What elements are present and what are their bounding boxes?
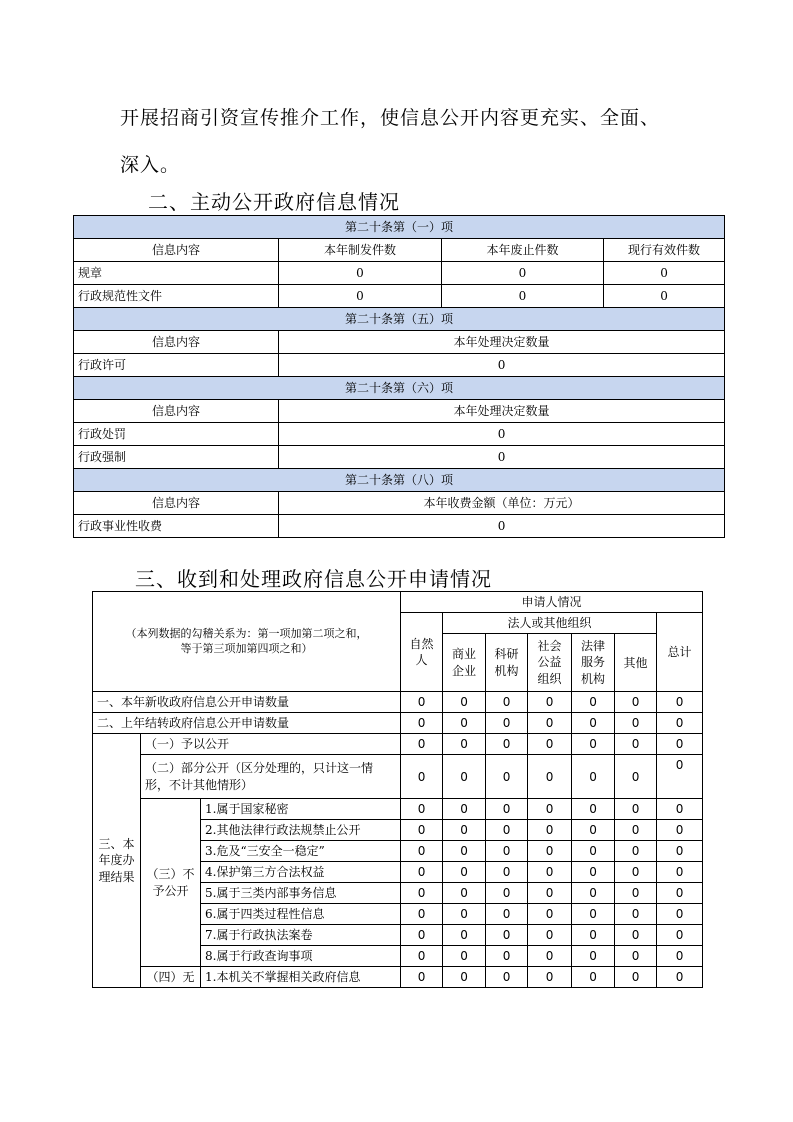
value-cell: 0: [657, 967, 703, 988]
row-label: 规章: [74, 262, 279, 285]
header-cell: 信息内容: [74, 239, 279, 262]
value-cell: 0: [572, 904, 615, 925]
public-welfare-header: 社会 公益 组织: [528, 634, 572, 692]
row-label: 行政强制: [74, 446, 279, 469]
research-header: 科研 机构: [486, 634, 528, 692]
row-label: 行政许可: [74, 354, 279, 377]
value-cell: 0: [401, 692, 443, 713]
row-label: （一）予以公开: [141, 734, 401, 755]
group-title: 第二十条第（一）项: [74, 216, 725, 239]
table-row: [93, 799, 703, 820]
group-title: 第二十条第（八）项: [74, 469, 725, 492]
value-cell: 0: [401, 841, 443, 862]
value-cell: 0: [486, 862, 528, 883]
row-label: 1.本机关不掌握相关政府信息: [201, 967, 401, 988]
value-cell: 0: [572, 946, 615, 967]
value-cell: 0: [443, 904, 486, 925]
application-handling-table: [92, 591, 703, 988]
value-cell: 0: [279, 423, 725, 446]
row-label: 6.属于四类过程性信息: [201, 904, 401, 925]
value-cell: 0: [401, 967, 443, 988]
header-cell: 现行有效件数: [604, 239, 725, 262]
value-cell: 0: [528, 904, 572, 925]
value-cell: 0: [572, 967, 615, 988]
value-cell: 0: [528, 713, 572, 734]
table-row: [74, 446, 725, 469]
relationship-note: （本列数据的勾稽关系为：第一项加第二项之和， 等于第三项加第四项之和）: [93, 592, 401, 692]
value-cell: 0: [572, 713, 615, 734]
value-cell: 0: [572, 862, 615, 883]
value-cell: 0: [615, 883, 657, 904]
deny-group-label: （三）不 予公开: [141, 799, 201, 967]
row-label: 7.属于行政执法案卷: [201, 925, 401, 946]
value-cell: 0: [528, 883, 572, 904]
legal-service-header: 法律 服务 机构: [572, 634, 615, 692]
table-row: [93, 755, 703, 799]
value-cell: 0: [401, 862, 443, 883]
value-cell: 0: [604, 262, 725, 285]
value-cell: 0: [486, 799, 528, 820]
value-cell: 0: [279, 515, 725, 538]
value-cell: 0: [486, 820, 528, 841]
value-cell: 0: [615, 841, 657, 862]
value-cell: 0: [486, 692, 528, 713]
table-row: [93, 734, 703, 755]
row-label: 3.危及“三安全一稳定”: [201, 841, 401, 862]
value-cell: 0: [528, 946, 572, 967]
value-cell: 0: [615, 967, 657, 988]
value-cell: 0: [572, 692, 615, 713]
table-row: [74, 285, 725, 308]
value-cell: 0: [572, 820, 615, 841]
value-cell: 0: [528, 925, 572, 946]
value-cell: 0: [572, 755, 615, 799]
value-cell: 0: [604, 285, 725, 308]
natural-person-header: 自然 人: [401, 613, 443, 692]
table-row: [93, 967, 703, 988]
value-cell: 0: [401, 925, 443, 946]
value-cell: 0: [401, 734, 443, 755]
value-cell: 0: [279, 446, 725, 469]
row-label: （二）部分公开（区分处理的，只计这一情 形，不计其他情形）: [141, 755, 401, 799]
value-cell: 0: [279, 354, 725, 377]
header-cell: 本年废止件数: [442, 239, 604, 262]
value-cell: 0: [615, 904, 657, 925]
value-cell: 0: [615, 713, 657, 734]
row-label: 8.属于行政查询事项: [201, 946, 401, 967]
value-cell: 0: [657, 692, 703, 713]
active-disclosure-table: [73, 215, 725, 538]
row-label: 2.其他法律行政法规禁止公开: [201, 820, 401, 841]
value-cell: 0: [443, 883, 486, 904]
value-cell: 0: [572, 841, 615, 862]
value-cell: 0: [486, 734, 528, 755]
table-row: [74, 262, 725, 285]
row-label: 行政规范性文件: [74, 285, 279, 308]
value-cell: 0: [401, 946, 443, 967]
value-cell: 0: [528, 862, 572, 883]
value-cell: 0: [443, 820, 486, 841]
value-cell: 0: [572, 925, 615, 946]
value-cell: 0: [401, 883, 443, 904]
value-cell: 0: [657, 946, 703, 967]
value-cell: 0: [657, 734, 703, 755]
value-cell: 0: [443, 967, 486, 988]
value-cell: 0: [401, 713, 443, 734]
value-cell: 0: [615, 946, 657, 967]
other-header: 其他: [615, 634, 657, 692]
intro-line-1: 开展招商引资宣传推介工作，使信息公开内容更充实、全面、: [120, 107, 661, 129]
value-cell: 0: [442, 285, 604, 308]
result-group-label: 三、本 年度办 理结果: [93, 734, 141, 988]
header-cell: 本年收费金额（单位：万元）: [279, 492, 725, 515]
value-cell: 0: [572, 883, 615, 904]
value-cell: 0: [528, 799, 572, 820]
value-cell: 0: [657, 883, 703, 904]
value-cell: 0: [443, 862, 486, 883]
header-cell: 信息内容: [74, 400, 279, 423]
group-title: 第二十条第（六）项: [74, 377, 725, 400]
header-cell: 信息内容: [74, 492, 279, 515]
value-cell: 0: [528, 967, 572, 988]
value-cell: 0: [615, 755, 657, 799]
table-row: [74, 354, 725, 377]
value-cell: 0: [657, 755, 703, 799]
value-cell: 0: [401, 820, 443, 841]
value-cell: 0: [615, 734, 657, 755]
row-label: 行政处罚: [74, 423, 279, 446]
section-3-heading: 三、收到和处理政府信息公开申请情况: [135, 567, 492, 591]
row-label: 行政事业性收费: [74, 515, 279, 538]
value-cell: 0: [657, 925, 703, 946]
value-cell: 0: [486, 967, 528, 988]
value-cell: 0: [401, 904, 443, 925]
header-cell: 信息内容: [74, 331, 279, 354]
group-title: 第二十条第（五）项: [74, 308, 725, 331]
section-2-heading: 二、主动公开政府信息情况: [148, 190, 400, 214]
business-header: 商业 企业: [443, 634, 486, 692]
value-cell: 0: [279, 262, 442, 285]
value-cell: 0: [279, 285, 442, 308]
table-row: [93, 692, 703, 713]
value-cell: 0: [486, 925, 528, 946]
header-cell: 本年处理决定数量: [279, 400, 725, 423]
organization-header: 法人或其他组织: [443, 613, 657, 634]
value-cell: 0: [528, 692, 572, 713]
value-cell: 0: [401, 755, 443, 799]
value-cell: 0: [657, 799, 703, 820]
value-cell: 0: [657, 820, 703, 841]
value-cell: 0: [443, 841, 486, 862]
row-label: 一、本年新收政府信息公开申请数量: [93, 692, 401, 713]
value-cell: 0: [486, 841, 528, 862]
row-label: 5.属于三类内部事务信息: [201, 883, 401, 904]
value-cell: 0: [657, 904, 703, 925]
header-cell: 本年处理决定数量: [279, 331, 725, 354]
table-row: [74, 515, 725, 538]
value-cell: 0: [486, 755, 528, 799]
value-cell: 0: [528, 820, 572, 841]
value-cell: 0: [443, 799, 486, 820]
header-cell: 本年制发件数: [279, 239, 442, 262]
row-label: 1.属于国家秘密: [201, 799, 401, 820]
value-cell: 0: [615, 820, 657, 841]
value-cell: 0: [401, 799, 443, 820]
value-cell: 0: [486, 946, 528, 967]
value-cell: 0: [486, 713, 528, 734]
value-cell: 0: [615, 925, 657, 946]
total-header: 总计: [657, 613, 703, 692]
none-group-label: （四）无: [141, 967, 201, 988]
table-row: [93, 713, 703, 734]
value-cell: 0: [442, 262, 604, 285]
row-label: 4.保护第三方合法权益: [201, 862, 401, 883]
value-cell: 0: [572, 734, 615, 755]
value-cell: 0: [443, 755, 486, 799]
value-cell: 0: [572, 799, 615, 820]
value-cell: 0: [528, 755, 572, 799]
value-cell: 0: [657, 713, 703, 734]
value-cell: 0: [486, 883, 528, 904]
value-cell: 0: [657, 862, 703, 883]
value-cell: 0: [443, 946, 486, 967]
value-cell: 0: [615, 799, 657, 820]
intro-line-2: 深入。: [120, 154, 181, 176]
value-cell: 0: [615, 692, 657, 713]
value-cell: 0: [443, 734, 486, 755]
value-cell: 0: [443, 713, 486, 734]
value-cell: 0: [528, 841, 572, 862]
table-row: [74, 423, 725, 446]
applicant-header: 申请人情况: [401, 592, 703, 613]
row-label: 二、上年结转政府信息公开申请数量: [93, 713, 401, 734]
value-cell: 0: [528, 734, 572, 755]
value-cell: 0: [657, 841, 703, 862]
value-cell: 0: [486, 904, 528, 925]
value-cell: 0: [443, 692, 486, 713]
value-cell: 0: [443, 925, 486, 946]
value-cell: 0: [615, 862, 657, 883]
